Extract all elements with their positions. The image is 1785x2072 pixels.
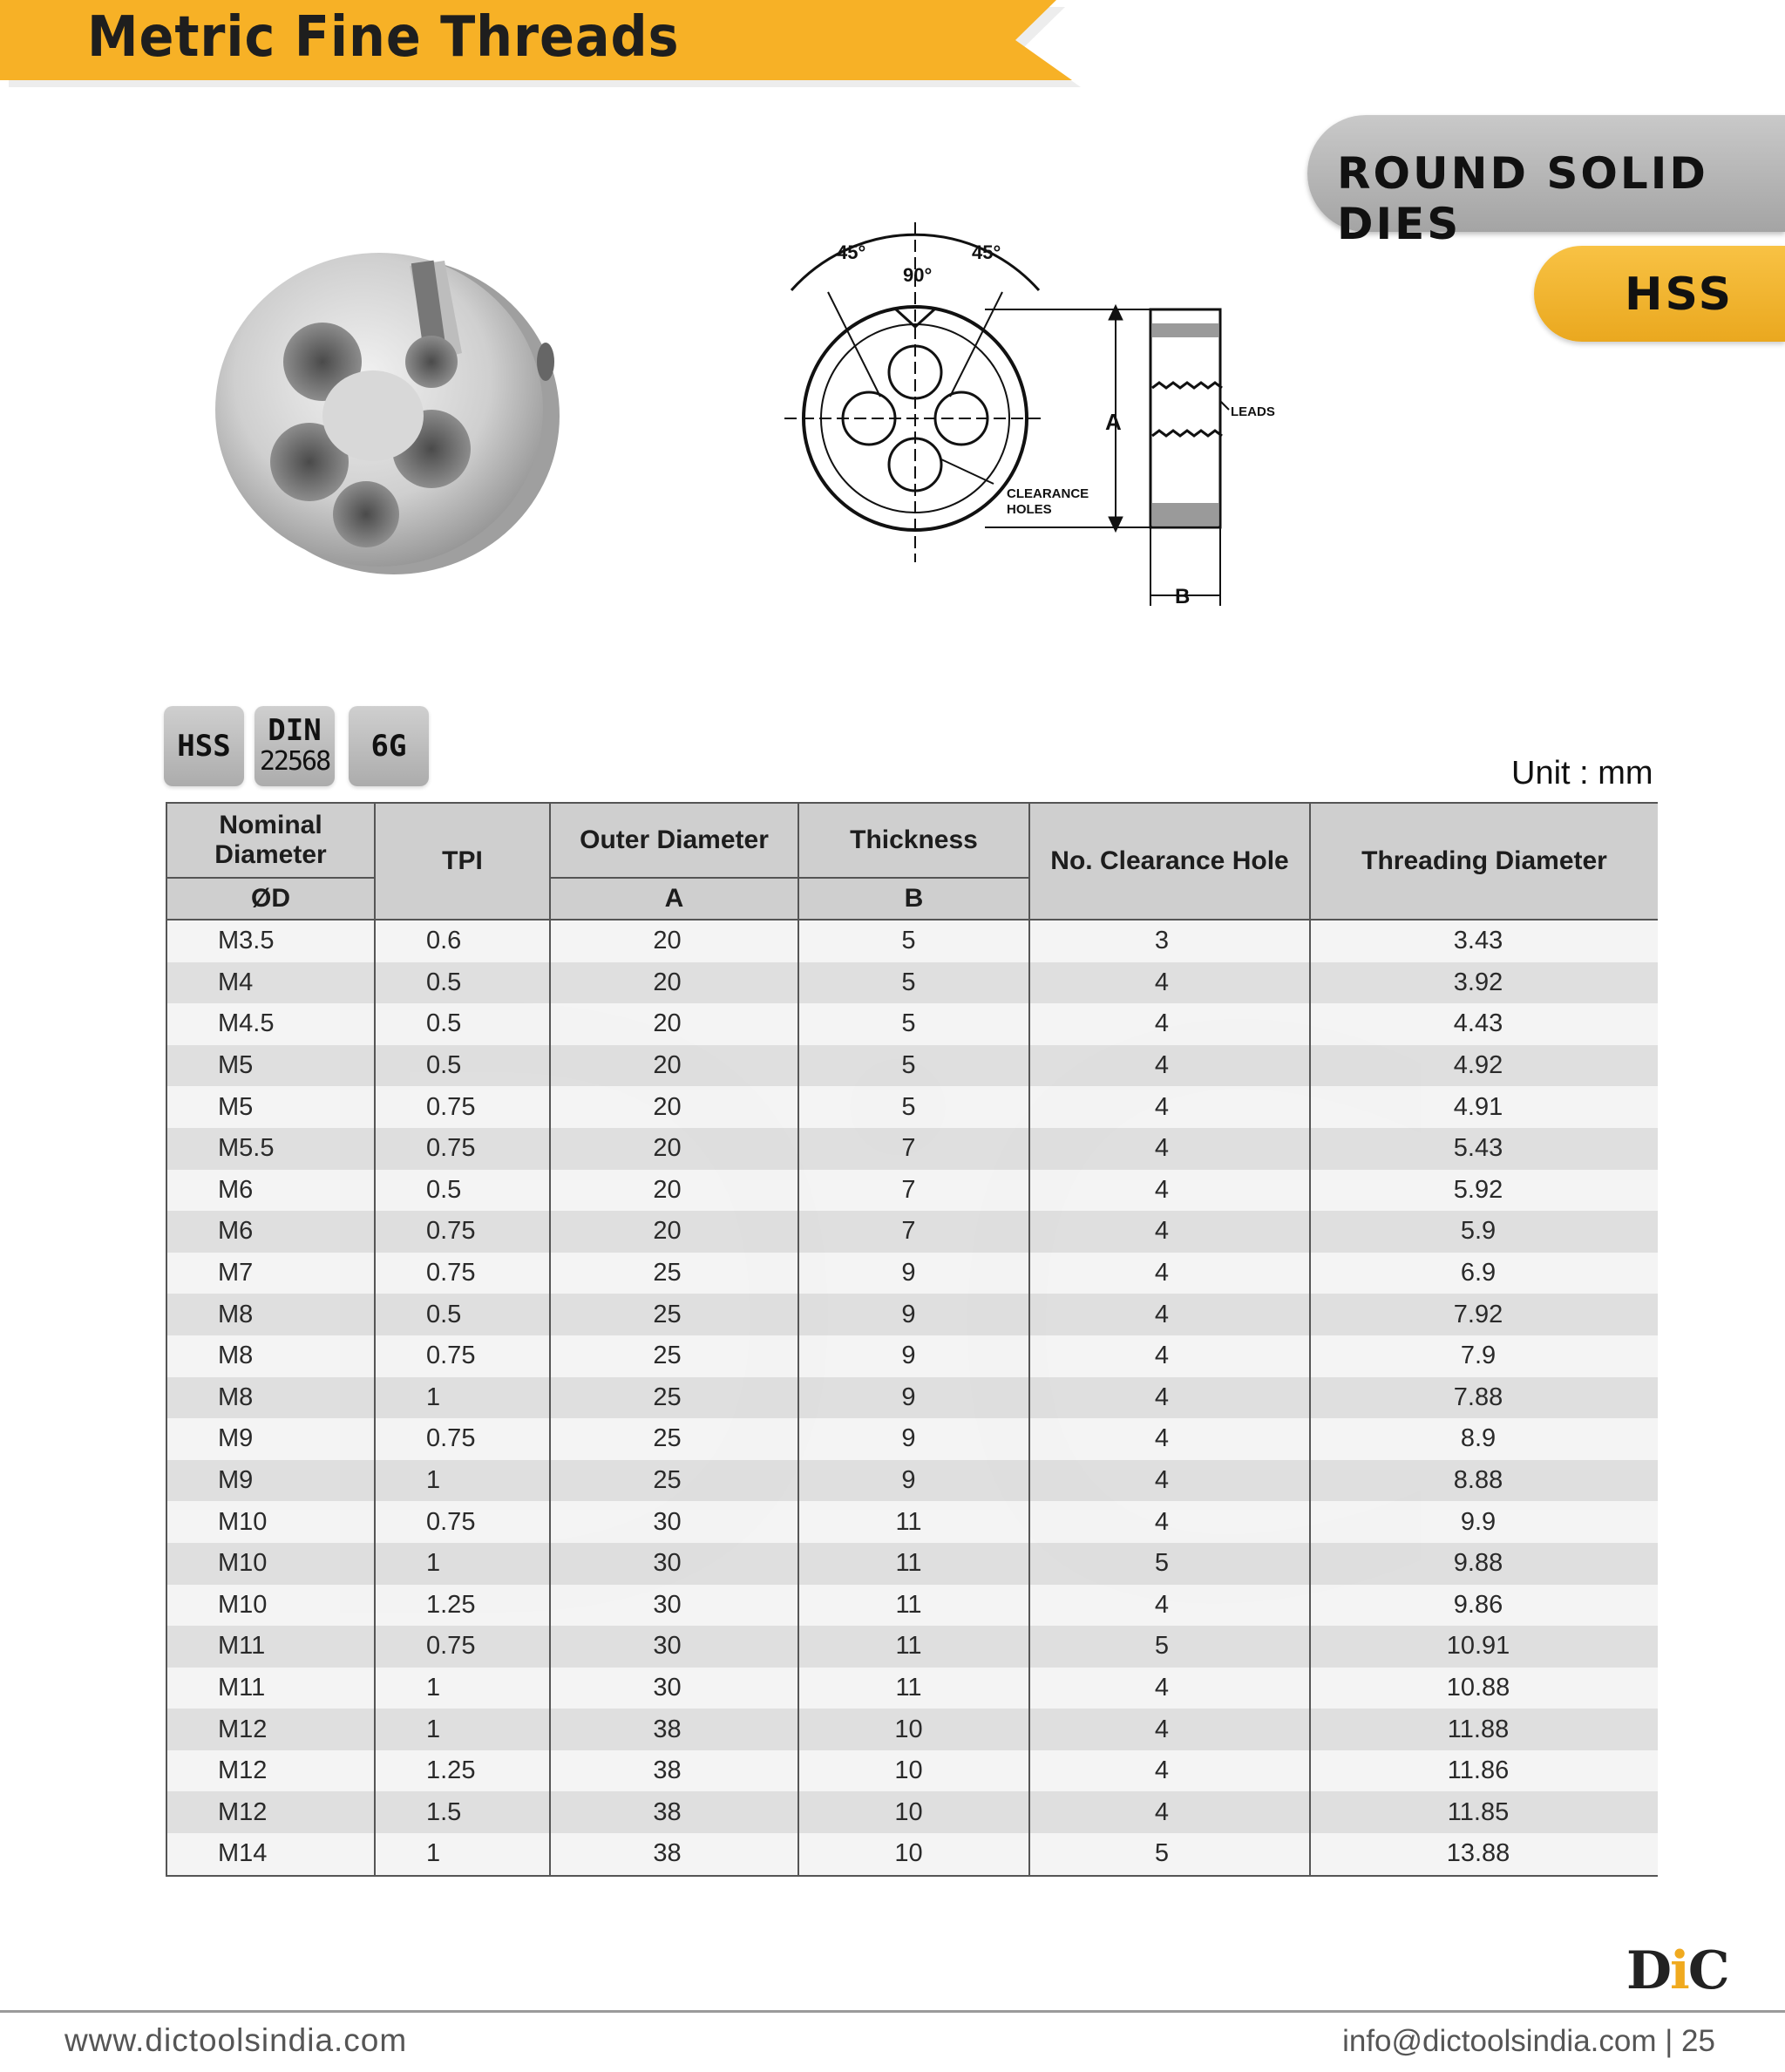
outer-diameter-cell: 25 <box>550 1377 798 1419</box>
nominal-diameter-cell: M9 <box>166 1460 375 1502</box>
clearance-hole-cell: 4 <box>1029 1086 1310 1128</box>
outer-diameter-cell: 25 <box>550 1335 798 1377</box>
standard-badge <box>255 706 335 786</box>
tpi-cell: 1 <box>375 1668 550 1709</box>
thickness-cell: 10 <box>798 1833 1029 1876</box>
outer-diameter-cell: 38 <box>550 1833 798 1876</box>
outer-diameter-cell: 20 <box>550 1045 798 1087</box>
outer-diameter-cell: 20 <box>550 962 798 1004</box>
table-row <box>166 1709 1658 1750</box>
tpi-cell: 0.6 <box>375 920 550 962</box>
thickness-cell: 5 <box>798 1045 1029 1087</box>
nominal-diameter-cell: M10 <box>166 1543 375 1585</box>
table-row <box>166 1335 1658 1377</box>
tpi-cell: 0.5 <box>375 1170 550 1212</box>
spec-table <box>166 802 1658 1877</box>
tpi-cell: 0.75 <box>375 1211 550 1253</box>
table-row <box>166 920 1658 962</box>
threading-diameter-cell: 9.9 <box>1310 1501 1658 1543</box>
material-label: HSS <box>1625 268 1734 321</box>
header-clearance-hole: No. Clearance Hole <box>1029 803 1310 920</box>
table-row <box>166 1833 1658 1876</box>
threading-diameter-cell: 10.88 <box>1310 1668 1658 1709</box>
threading-diameter-cell: 8.88 <box>1310 1460 1658 1502</box>
threading-diameter-cell: 7.88 <box>1310 1377 1658 1419</box>
clearance-hole-cell: 4 <box>1029 1709 1310 1750</box>
tpi-cell: 1 <box>375 1543 550 1585</box>
clearance-hole-cell: 5 <box>1029 1833 1310 1876</box>
tpi-cell: 1 <box>375 1833 550 1876</box>
outer-diameter-cell: 30 <box>550 1668 798 1709</box>
tpi-cell: 0.5 <box>375 1294 550 1335</box>
clearance-hole-cell: 4 <box>1029 1377 1310 1419</box>
nominal-diameter-cell: M6 <box>166 1211 375 1253</box>
tpi-cell: 1 <box>375 1377 550 1419</box>
clearance-hole-cell: 4 <box>1029 1253 1310 1294</box>
tpi-cell: 0.5 <box>375 1045 550 1087</box>
technical-drawing <box>776 222 1290 628</box>
outer-diameter-cell: 20 <box>550 1170 798 1212</box>
nominal-diameter-cell: M12 <box>166 1791 375 1833</box>
thickness-cell: 7 <box>798 1128 1029 1170</box>
clearance-hole-cell: 4 <box>1029 1003 1310 1045</box>
table-row <box>166 1045 1658 1087</box>
outer-diameter-cell: 38 <box>550 1791 798 1833</box>
table-row <box>166 1460 1658 1502</box>
table-row <box>166 1585 1658 1627</box>
tpi-cell: 1 <box>375 1460 550 1502</box>
tpi-cell: 0.75 <box>375 1626 550 1668</box>
nominal-diameter-cell: M5 <box>166 1086 375 1128</box>
thickness-cell: 5 <box>798 1086 1029 1128</box>
threading-diameter-cell: 3.92 <box>1310 962 1658 1004</box>
nominal-diameter-cell: M8 <box>166 1294 375 1335</box>
threading-diameter-cell: 6.9 <box>1310 1253 1658 1294</box>
logo-letter-i: i <box>1670 1940 1688 2001</box>
clearance-holes-label-1: CLEARANCE <box>1007 486 1089 501</box>
outer-diameter-cell: 30 <box>550 1501 798 1543</box>
clearance-hole-cell: 4 <box>1029 1668 1310 1709</box>
clearance-hole-cell: 4 <box>1029 1128 1310 1170</box>
threading-diameter-cell: 10.91 <box>1310 1626 1658 1668</box>
threading-diameter-cell: 11.86 <box>1310 1750 1658 1792</box>
angle-left-label: 45° <box>837 241 866 263</box>
tpi-cell: 0.75 <box>375 1253 550 1294</box>
logo-letter-d: D <box>1626 1940 1671 2001</box>
standard-badge-name: DIN <box>268 713 322 748</box>
tpi-cell: 1.25 <box>375 1750 550 1792</box>
clearance-hole-cell: 4 <box>1029 1335 1310 1377</box>
header-outer-symbol: A <box>550 878 798 920</box>
thickness-cell: 11 <box>798 1626 1029 1668</box>
table-body <box>166 920 1658 1876</box>
clearance-hole-cell: 4 <box>1029 1211 1310 1253</box>
nominal-diameter-cell: M12 <box>166 1750 375 1792</box>
nominal-diameter-cell: M9 <box>166 1418 375 1460</box>
nominal-diameter-cell: M11 <box>166 1626 375 1668</box>
footer-contact: info@dictoolsindia.com | 25 <box>1342 2024 1715 2058</box>
table-row <box>166 1128 1658 1170</box>
thickness-cell: 9 <box>798 1418 1029 1460</box>
table-row <box>166 1543 1658 1585</box>
tpi-cell: 0.75 <box>375 1128 550 1170</box>
thickness-cell: 10 <box>798 1750 1029 1792</box>
table-row <box>166 962 1658 1004</box>
tpi-cell: 0.5 <box>375 962 550 1004</box>
nominal-diameter-cell: M12 <box>166 1709 375 1750</box>
thickness-cell: 5 <box>798 1003 1029 1045</box>
threading-diameter-cell: 13.88 <box>1310 1833 1658 1876</box>
thickness-cell: 7 <box>798 1211 1029 1253</box>
table-row <box>166 1626 1658 1668</box>
material-badge: HSS <box>164 706 244 786</box>
outer-diameter-cell: 20 <box>550 1086 798 1128</box>
dimension-b-label: B <box>1175 585 1191 608</box>
nominal-diameter-cell: M3.5 <box>166 920 375 962</box>
header-thickness-symbol: B <box>798 878 1029 920</box>
tpi-cell: 0.75 <box>375 1418 550 1460</box>
nominal-diameter-cell: M7 <box>166 1253 375 1294</box>
angle-center-label: 90° <box>903 264 933 286</box>
table-row <box>166 1003 1658 1045</box>
threading-diameter-cell: 4.92 <box>1310 1045 1658 1087</box>
clearance-hole-cell: 4 <box>1029 1585 1310 1627</box>
thickness-cell: 11 <box>798 1501 1029 1543</box>
header-thickness: Thickness <box>798 803 1029 878</box>
nominal-diameter-cell: M10 <box>166 1585 375 1627</box>
outer-diameter-cell: 38 <box>550 1709 798 1750</box>
thickness-cell: 9 <box>798 1460 1029 1502</box>
outer-diameter-cell: 20 <box>550 1128 798 1170</box>
outer-diameter-cell: 20 <box>550 1003 798 1045</box>
table-row <box>166 1750 1658 1792</box>
outer-diameter-cell: 20 <box>550 1211 798 1253</box>
thickness-cell: 5 <box>798 920 1029 962</box>
thickness-cell: 9 <box>798 1335 1029 1377</box>
tolerance-badge: 6G <box>349 706 429 786</box>
table-row <box>166 1086 1658 1128</box>
clearance-hole-cell: 4 <box>1029 1460 1310 1502</box>
unit-label: Unit : mm <box>1511 755 1653 791</box>
dimension-a-label: A <box>1105 409 1122 435</box>
outer-diameter-cell: 20 <box>550 920 798 962</box>
thickness-cell: 11 <box>798 1668 1029 1709</box>
clearance-hole-cell: 4 <box>1029 962 1310 1004</box>
page-title: Metric Fine Threads <box>87 5 680 70</box>
threading-diameter-cell: 4.43 <box>1310 1003 1658 1045</box>
outer-diameter-cell: 38 <box>550 1750 798 1792</box>
tpi-cell: 1.25 <box>375 1585 550 1627</box>
header-threading-diameter: Threading Diameter <box>1310 803 1658 920</box>
footer-divider <box>0 2010 1785 2013</box>
clearance-hole-cell: 5 <box>1029 1626 1310 1668</box>
thickness-cell: 10 <box>798 1709 1029 1750</box>
threading-diameter-cell: 5.92 <box>1310 1170 1658 1212</box>
outer-diameter-cell: 30 <box>550 1626 798 1668</box>
threading-diameter-cell: 4.91 <box>1310 1086 1658 1128</box>
thickness-cell: 10 <box>798 1791 1029 1833</box>
nominal-diameter-cell: M4 <box>166 962 375 1004</box>
header-nominal-symbol: ØD <box>166 878 375 920</box>
nominal-diameter-cell: M14 <box>166 1833 375 1876</box>
threading-diameter-cell: 5.9 <box>1310 1211 1658 1253</box>
threading-diameter-cell: 8.9 <box>1310 1418 1658 1460</box>
thickness-cell: 9 <box>798 1253 1029 1294</box>
threading-diameter-cell: 7.9 <box>1310 1335 1658 1377</box>
table-row <box>166 1294 1658 1335</box>
nominal-diameter-cell: M5.5 <box>166 1128 375 1170</box>
outer-diameter-cell: 25 <box>550 1253 798 1294</box>
header-tpi: TPI <box>375 803 550 920</box>
table-row <box>166 1668 1658 1709</box>
outer-diameter-cell: 25 <box>550 1294 798 1335</box>
nominal-diameter-cell: M11 <box>166 1668 375 1709</box>
nominal-diameter-cell: M10 <box>166 1501 375 1543</box>
table-row <box>166 1377 1658 1419</box>
thickness-cell: 9 <box>798 1377 1029 1419</box>
tpi-cell: 1.5 <box>375 1791 550 1833</box>
threading-diameter-cell: 7.92 <box>1310 1294 1658 1335</box>
footer-website: www.dictoolsindia.com <box>64 2022 408 2058</box>
material-pill <box>1534 246 1785 342</box>
header-outer-diameter: Outer Diameter <box>550 803 798 878</box>
outer-diameter-cell: 25 <box>550 1418 798 1460</box>
clearance-hole-cell: 4 <box>1029 1294 1310 1335</box>
standard-badge-number: 22568 <box>259 746 330 777</box>
threading-diameter-cell: 9.88 <box>1310 1543 1658 1585</box>
clearance-hole-cell: 4 <box>1029 1045 1310 1087</box>
table-row <box>166 1253 1658 1294</box>
outer-diameter-cell: 30 <box>550 1585 798 1627</box>
leads-label: LEADS <box>1231 404 1275 419</box>
thickness-cell: 9 <box>798 1294 1029 1335</box>
clearance-hole-cell: 4 <box>1029 1750 1310 1792</box>
outer-diameter-cell: 25 <box>550 1460 798 1502</box>
spec-table-container <box>166 802 1658 1917</box>
table-row <box>166 1211 1658 1253</box>
header-nominal-diameter: Nominal Diameter <box>166 803 375 878</box>
threading-diameter-cell: 11.85 <box>1310 1791 1658 1833</box>
clearance-hole-cell: 4 <box>1029 1170 1310 1212</box>
logo-letter-c: C <box>1687 1940 1728 2001</box>
nominal-diameter-cell: M6 <box>166 1170 375 1212</box>
tpi-cell: 0.5 <box>375 1003 550 1045</box>
thickness-cell: 11 <box>798 1543 1029 1585</box>
clearance-hole-cell: 5 <box>1029 1543 1310 1585</box>
product-category-pill <box>1307 115 1785 249</box>
table-row <box>166 1791 1658 1833</box>
thickness-cell: 7 <box>798 1170 1029 1212</box>
company-logo <box>1626 1940 1728 2001</box>
threading-diameter-cell: 3.43 <box>1310 920 1658 962</box>
threading-diameter-cell: 9.86 <box>1310 1585 1658 1627</box>
tpi-cell: 0.75 <box>375 1501 550 1543</box>
table-row <box>166 1418 1658 1460</box>
nominal-diameter-cell: M4.5 <box>166 1003 375 1045</box>
clearance-hole-cell: 4 <box>1029 1501 1310 1543</box>
clearance-hole-cell: 3 <box>1029 920 1310 962</box>
nominal-diameter-cell: M5 <box>166 1045 375 1087</box>
thickness-cell: 11 <box>798 1585 1029 1627</box>
table-row <box>166 1170 1658 1212</box>
threading-diameter-cell: 11.88 <box>1310 1709 1658 1750</box>
table-row <box>166 1501 1658 1543</box>
threading-diameter-cell: 5.43 <box>1310 1128 1658 1170</box>
product-category-label: ROUND SOLID DIES <box>1337 148 1708 249</box>
header-banner <box>0 0 1081 80</box>
nominal-diameter-cell: M8 <box>166 1377 375 1419</box>
angle-right-label: 45° <box>972 241 1001 263</box>
tpi-cell: 1 <box>375 1709 550 1750</box>
product-photo <box>200 231 567 593</box>
tpi-cell: 0.75 <box>375 1335 550 1377</box>
nominal-diameter-cell: M8 <box>166 1335 375 1377</box>
clearance-hole-cell: 4 <box>1029 1418 1310 1460</box>
tpi-cell: 0.75 <box>375 1086 550 1128</box>
thickness-cell: 5 <box>798 962 1029 1004</box>
outer-diameter-cell: 30 <box>550 1543 798 1585</box>
clearance-holes-label-2: HOLES <box>1007 502 1052 517</box>
clearance-hole-cell: 4 <box>1029 1791 1310 1833</box>
